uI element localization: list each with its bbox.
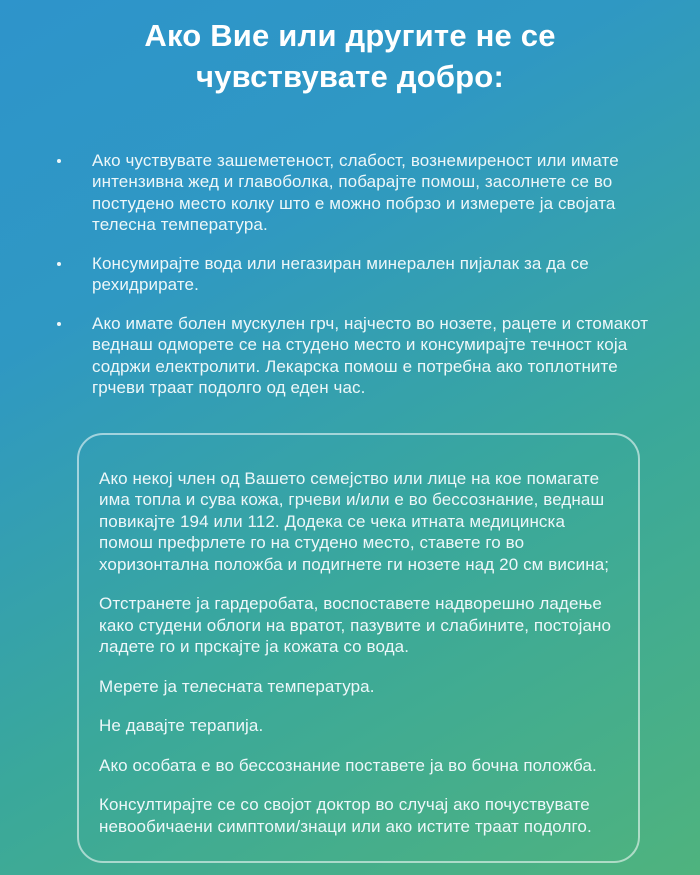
info-paragraph-consult-doctor: Консултирајте се со својот доктор во случај ако почуствувате невообичаени симптоми/знаци или ако истите траат подолго. — [99, 795, 592, 836]
bullet-item-dizziness — [57, 150, 652, 236]
page-title-line-1: Ако Вие или другите не се — [144, 18, 556, 53]
emergency-info-box — [77, 433, 640, 864]
advice-bullet-list — [40, 150, 660, 399]
bullet-dot-icon — [57, 262, 61, 266]
info-paragraph-recovery-position: Ако особата е во бессознание поставете ја во бочна положба. — [99, 755, 597, 775]
bullet-dot-icon — [57, 322, 61, 326]
info-paragraph-external-cooling: Отстранете ја гардеробата, воспоставете надворешно ладење како студени облоги на вратот, пазувите и слабините, постојано ладете го и прскајте ја кожата со вода. — [99, 594, 612, 657]
bullet-dot-icon — [57, 159, 61, 163]
page-title-line-2: чувствувате добро: — [196, 58, 504, 94]
bullet-item-hydration — [57, 253, 652, 296]
info-paragraph-call-emergency: Ако некој член од Вашето семејство или лице на кое помагате има топла и сува кожа, грчеви и/или е во бессознание, веднаш повикајте 194 или 112. Додека се чека итната медицинска помош префрлете го на студено место, ставете го во хоризонтална положба и подигнете ги нозете над 20 см висина; — [99, 468, 610, 574]
info-paragraph-measure-temperature: Мерете ја телесната температура. — [99, 676, 375, 696]
bullet-text: Ако имате болен мускулен грч, најчесто во нозете, рацете и стомакот веднаш одморете се на студено место и консумирајте течност која содржи електролити. Лекарска помош е потребна ако топлотните грчеви траат подолго од еден час. — [92, 313, 649, 398]
bullet-text: Ако чуствувате зашеметеност, слабост, вознемиреност или имате интензивна жед и главоболка, побарајте помош, засолнете се во постудено место колку што е можно побрзо и измерете ја својата телесна температура. — [92, 150, 619, 235]
bullet-text: Консумирајте вода или негазиран минерален пијалак за да се рехидрирате. — [92, 253, 589, 295]
info-paragraph-no-therapy: Не давајте терапија. — [99, 716, 264, 736]
bullet-item-muscle-cramps — [57, 313, 652, 399]
page-title — [40, 14, 660, 98]
